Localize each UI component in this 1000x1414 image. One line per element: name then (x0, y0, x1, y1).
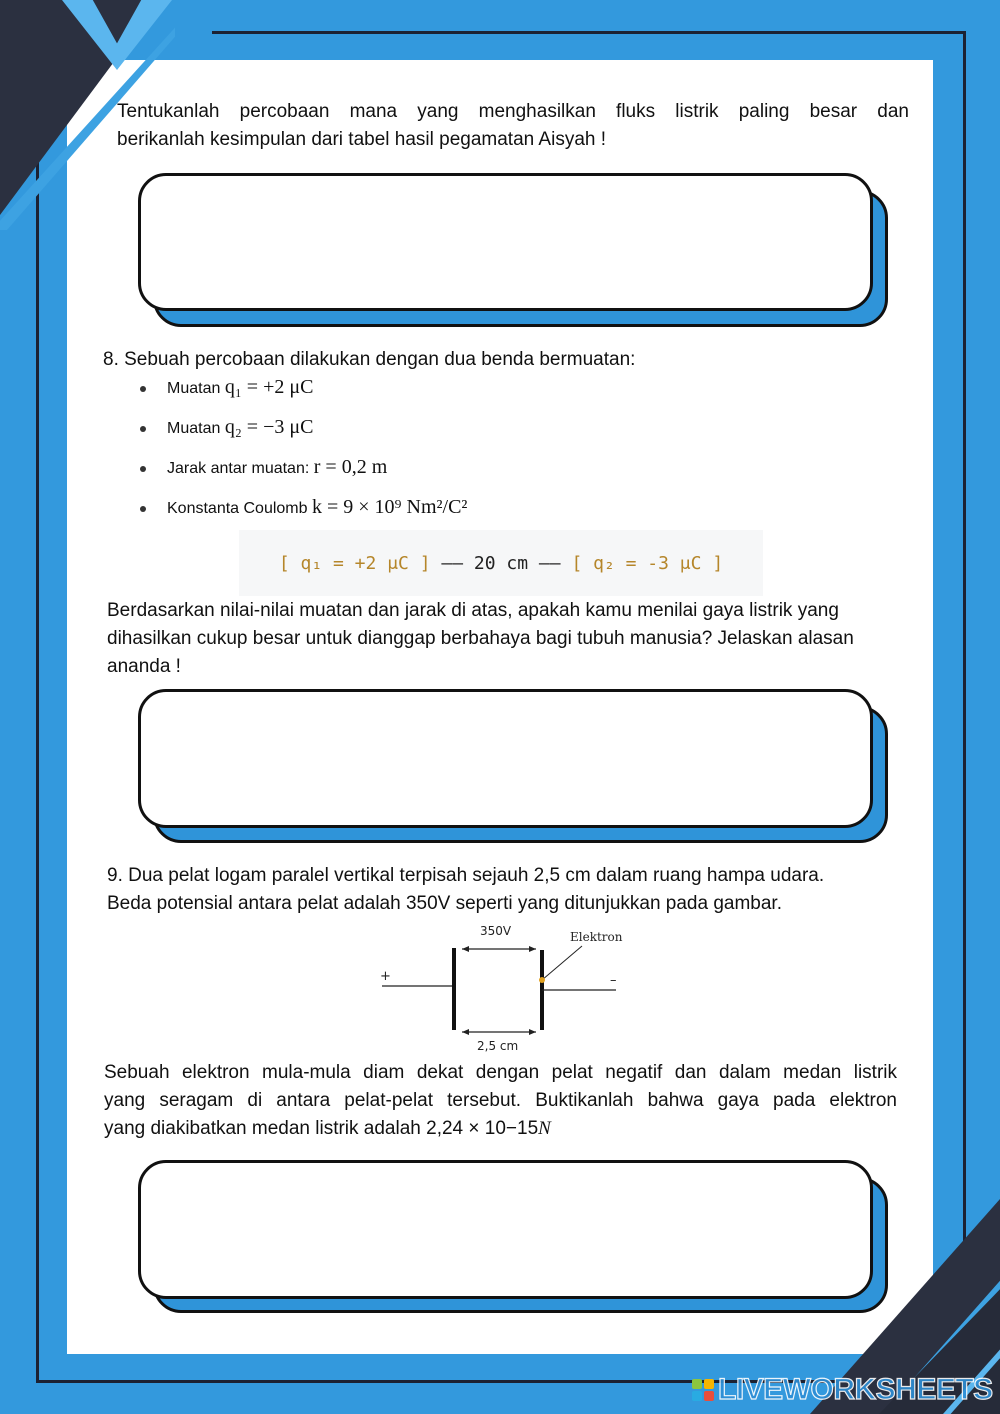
q8-line-1: Berdasarkan nilai-nilai muatan dan jarak di atas, apakah kamu menilai gaya listrik yang (107, 600, 839, 621)
electron-pointer (542, 946, 582, 980)
charge-diagram-code (239, 530, 763, 596)
bullet-q1 (140, 372, 313, 402)
intro-line-1: Tentukanlah percobaan mana yang menghasilkan fluks listrik paling besar dan (117, 101, 909, 122)
question-9-followup (104, 1059, 897, 1143)
bullet-distance (140, 452, 387, 482)
answer-box-2[interactable] (138, 689, 873, 828)
minus-sign: – (610, 973, 617, 988)
bullet-label: Muatan (167, 420, 221, 437)
bullet-dot (140, 466, 146, 472)
bullet-math: q₂ = −3 μC (224, 416, 314, 438)
q9-followup-text: yang diakibatkan medan listrik adalah 2,24 × 10−15 (104, 1118, 539, 1139)
arrowhead-left (462, 1029, 469, 1035)
intro-question (117, 98, 909, 154)
q9-followup-line-2: yang seragam di antara pelat-pelat tersebut. Buktikanlah bahwa gaya pada elektron (104, 1090, 897, 1111)
question-8-text (107, 597, 899, 681)
bullet-dot (140, 506, 146, 512)
plus-sign: + (380, 969, 391, 984)
question-9-text (107, 862, 899, 918)
question-8-title: 8. Sebuah percobaan dilakukan dengan dua benda bermuatan: (103, 349, 636, 370)
answer-box-1[interactable] (138, 173, 873, 311)
bullet-label: Jarak antar muatan: (167, 460, 310, 477)
parallel-plate-diagram (370, 918, 630, 1058)
bullet-math: k = 9 × 10⁹ Nm²/C² (311, 496, 468, 518)
bullet-constant (140, 492, 467, 522)
arrowhead-left (462, 946, 469, 952)
liveworksheets-watermark (692, 1370, 993, 1410)
arrowhead-right (529, 946, 536, 952)
bullet-math: r = 0,2 m (313, 456, 388, 478)
electron-label: Elektron (570, 930, 623, 944)
q9-followup-line-3 (104, 1115, 897, 1143)
code-charge-q1: [ q₁ = +2 μC ] (278, 552, 431, 574)
distance-label: 2,5 cm (477, 1039, 519, 1053)
code-distance: —— 20 cm —— (430, 552, 572, 574)
q9-followup-line-1: Sebuah elektron mula-mula diam dekat dengan pelat negatif dan dalam medan listrik (104, 1062, 897, 1083)
bullet-label: Konstanta Coulomb (167, 500, 308, 517)
force-unit: N (538, 1118, 551, 1139)
electron-dot (539, 977, 545, 983)
voltage-label: 350V (480, 924, 512, 938)
liveworksheets-logo-icon (692, 1379, 714, 1401)
bullet-q2 (140, 412, 313, 442)
bullet-dot (140, 386, 146, 392)
intro-line-2: berikanlah kesimpulan dari tabel hasil pegamatan Aisyah ! (117, 129, 607, 150)
q9-line-2: Beda potensial antara pelat adalah 350V seperti yang ditunjukkan pada gambar. (107, 893, 782, 914)
watermark-text: LIVEWORKSHEETS (718, 1373, 993, 1406)
answer-box-3[interactable] (138, 1160, 873, 1299)
q8-line-3: ananda ! (107, 656, 181, 677)
q9-line-1: 9. Dua pelat logam paralel vertikal terpisah sejauh 2,5 cm dalam ruang hampa udara. (107, 865, 825, 886)
bullet-math: q₁ = +2 μC (224, 376, 314, 398)
q8-line-2: dihasilkan cukup besar untuk dianggap berbahaya bagi tubuh manusia? Jelaskan alasan (107, 628, 854, 649)
code-charge-q2: [ q₂ = -3 μC ] (571, 552, 724, 574)
bullet-label: Muatan (167, 380, 221, 397)
bullet-dot (140, 426, 146, 432)
arrowhead-right (529, 1029, 536, 1035)
